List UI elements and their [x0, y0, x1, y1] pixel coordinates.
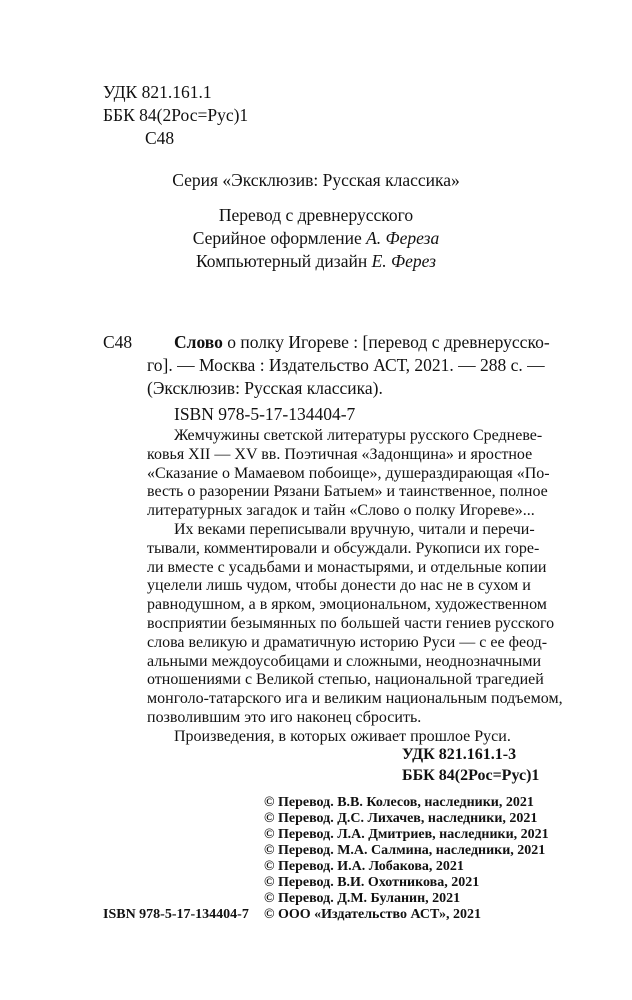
annotation-line: ли вместе с усадьбами и монастырями, и отдельные копии: [147, 558, 547, 576]
bibliographic-line-1-rest: о полку Игореве : [перевод с древнерусско-: [222, 332, 550, 352]
copyright-line: © Перевод. В.И. Охотникова, 2021: [264, 875, 480, 890]
author-mark-top: С48: [145, 128, 175, 148]
bbk-top: ББК 84(2Рос=Рус)1: [103, 105, 249, 125]
computer-design-name: Е. Ферез: [371, 251, 436, 271]
annotation-line: равнодушном, а в ярком, эмоциональном, художественном: [147, 596, 547, 614]
udk-bottom: УДК 821.161.1-3: [402, 746, 517, 763]
annotation-line: Жемчужины светской литературы русского Средневе-: [174, 427, 543, 444]
copyright-line: © Перевод. Л.А. Дмитриев, наследники, 2021: [264, 827, 549, 842]
bibliographic-line-1: [174, 330, 550, 354]
copyright-line: © Перевод. Д.С. Лихачев, наследники, 2021: [264, 811, 538, 826]
annotation-line: отношениями с Великой степью, национальной трагедией: [147, 671, 544, 689]
annotation-line: тывали, комментировали и обсуждали. Рукописи их горе-: [147, 539, 540, 557]
design-line: [0, 226, 632, 250]
copyright-block: [264, 795, 549, 923]
computer-design-line: [0, 249, 632, 273]
annotation-line: слова великую и драматичную историю Руси — с ее феод-: [147, 633, 548, 651]
annotation-line: весть о разорении Рязани Батыем» и таинственное, полное: [147, 483, 548, 501]
copyright-line: © ООО «Издательство АСТ», 2021: [264, 907, 482, 922]
bibliographic-code: С48: [103, 332, 133, 352]
computer-design-prefix: Компьютерный дизайн: [196, 251, 372, 271]
series-line: Серия «Эксклюзив: Русская классика»: [172, 170, 460, 190]
bibliographic-line-3: (Эксклюзив: Русская классика).: [147, 378, 383, 398]
udk-top: УДК 821.161.1: [103, 82, 212, 102]
copyright-line: © Перевод. М.А. Салмина, наследники, 2021: [264, 843, 546, 858]
annotation-line: монголо-татарского ига и великим национальным подъемом,: [147, 690, 563, 708]
design-name: А. Фереза: [366, 228, 440, 248]
copyright-line: © Перевод. И.А. Лобакова, 2021: [264, 859, 464, 874]
annotation-line: Произведения, в которых оживает прошлое Руси.: [174, 727, 511, 745]
design-prefix: Серийное оформление: [192, 228, 367, 248]
annotation-line: «Сказание о Мамаевом побоище», душераздирающая «По-: [147, 464, 550, 482]
isbn-line: ISBN 978-5-17-134404-7: [174, 404, 356, 424]
bbk-bottom: ББК 84(2Рос=Рус)1: [402, 767, 540, 784]
annotation-line: ковья XII — XV вв. Поэтичная «Задонщина» и яростное: [147, 445, 533, 463]
annotation-line: позволившим это иго наконец сбросить.: [147, 708, 422, 726]
bibliographic-line-2: го]. — Москва : Издательство АСТ, 2021. — 288 с. —: [147, 355, 545, 375]
translation-line: Перевод с древнерусского: [218, 205, 414, 225]
annotation: [147, 427, 563, 747]
annotation-line: Их веками переписывали вручную, читали и перечи-: [174, 520, 535, 538]
annotation-line: альными междоусобицами и сложными, неоднозначными: [147, 652, 542, 670]
annotation-line: восприятии безымянных по большей части гениев русского: [147, 614, 555, 632]
bibliographic-title: Слово: [174, 332, 223, 352]
annotation-line: уцелели лишь чудом, чтобы донести до нас не в сухом и: [147, 577, 531, 595]
footer-isbn: ISBN 978-5-17-134404-7: [103, 907, 249, 922]
copyright-line: © Перевод. Д.М. Буланин, 2021: [264, 891, 461, 906]
annotation-line: литературных загадок и тайн «Слово о полку Игореве»...: [147, 502, 535, 520]
copyright-line: © Перевод. В.В. Колесов, наследники, 2021: [264, 795, 534, 810]
